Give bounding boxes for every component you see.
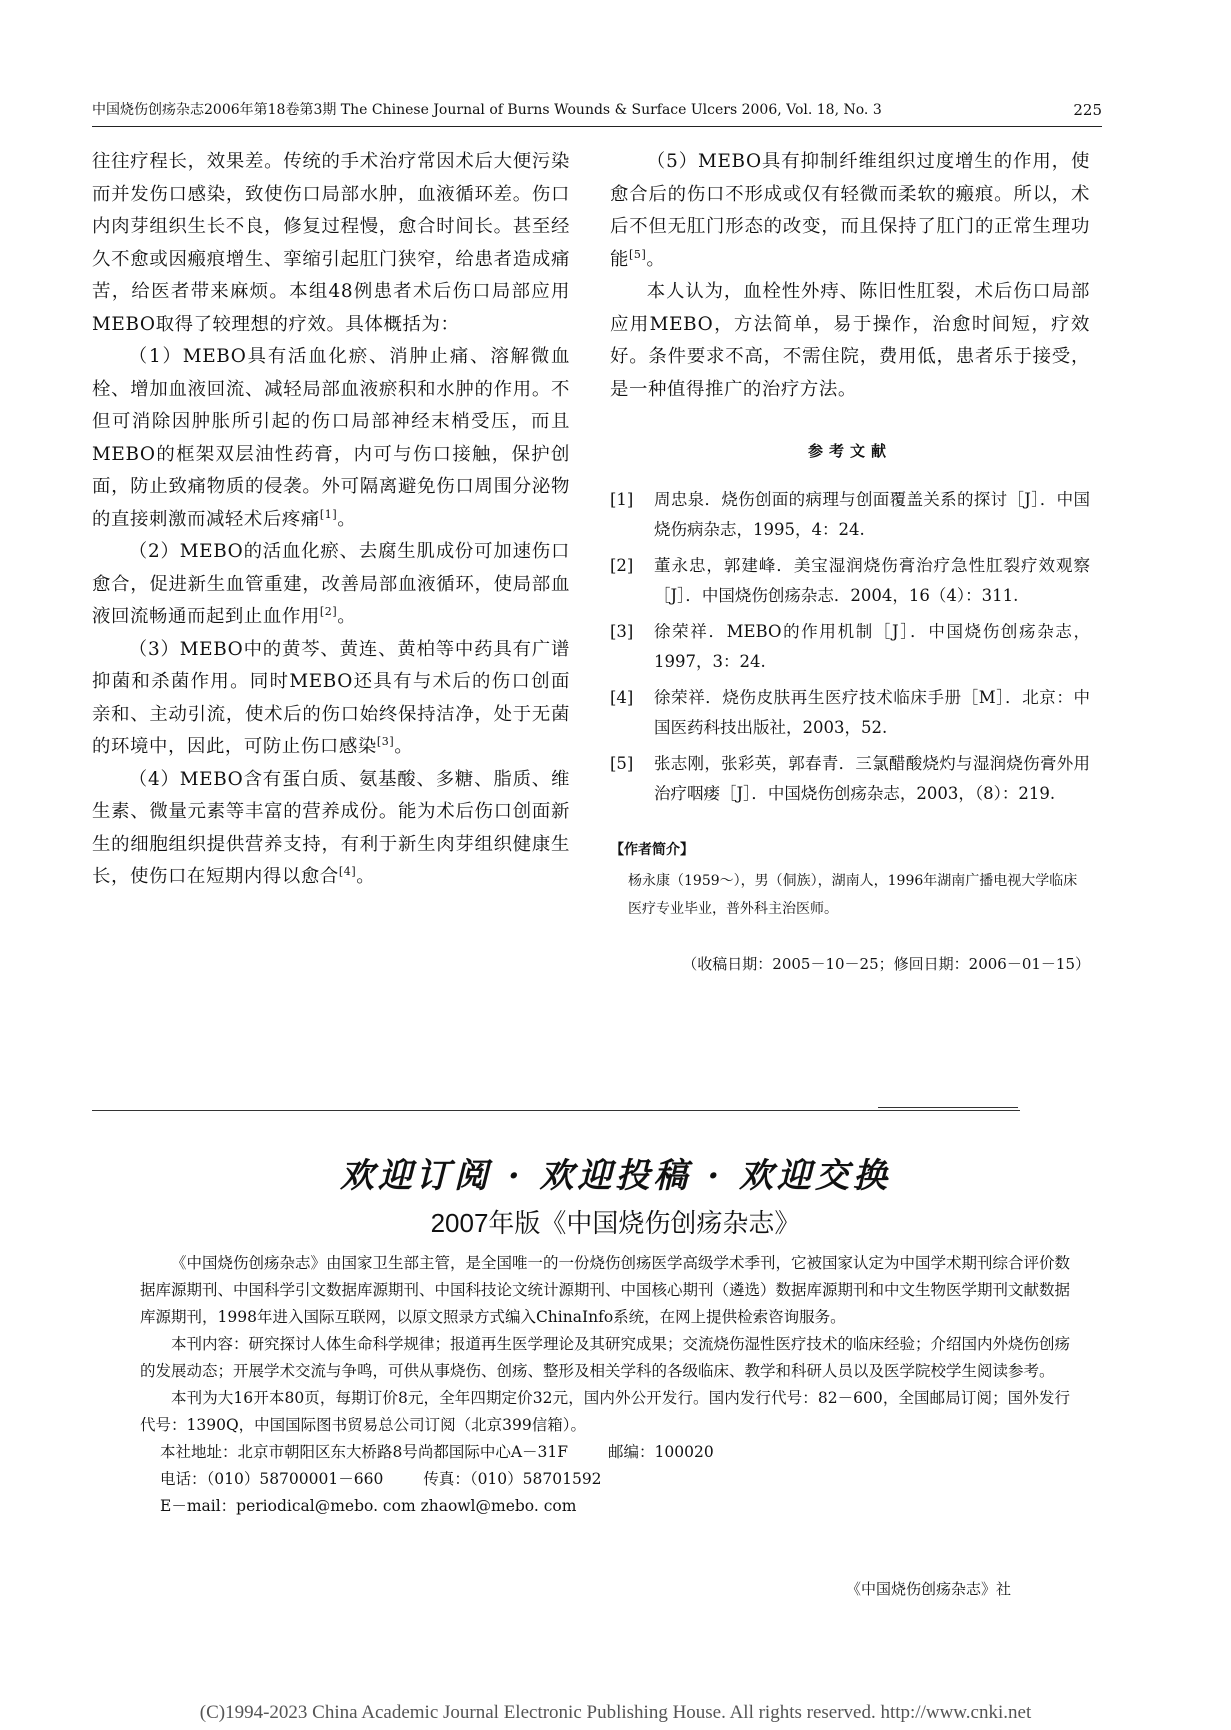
- notice-paragraph: 本刊为大16开本80页，每期订价8元，全年四期定价32元，国内外公开发行。国内发行代号：82－600，全国邮局订阅；国外发行代号：1390Q，中国国际图书贸易总公司订阅（北京399信箱）。: [140, 1389, 1070, 1434]
- notice-paragraph: 本刊内容：研究探讨人体生命科学规律；报道再生医学理论及其研究成果；交流烧伤湿性医疗技术的临床经验；介绍国内外烧伤创疡的发展动态；开展学术交流与争鸣，可供从事烧伤、创疡、整形及相关学科的各级临床、教学和科研人员以及医学院校学生阅读参考。: [140, 1335, 1071, 1380]
- publisher-signature: 《中国烧伤创疡杂志》社: [845, 1580, 1011, 1598]
- contact-line: [140, 1466, 1070, 1493]
- author-bio-heading: 【作者简介】: [610, 842, 694, 858]
- address-line: [140, 1439, 1070, 1466]
- citation: [5]: [629, 247, 647, 261]
- left-column: [92, 146, 570, 894]
- citation: [2]: [319, 604, 338, 618]
- header-rule: [92, 126, 1102, 127]
- citation: [1]: [319, 507, 338, 521]
- reference-item: [3] 徐荣祥．MEBO的作用机制［J］．中国烧伤创疡杂志，1997，3：24.: [610, 622, 1090, 671]
- paragraph: （5）MEBO具有抑制纤维组织过度增生的作用，使愈合后的伤口不形成或仅有轻微而柔软的瘢痕。所以，术后不但无肛门形态的改变，而且保持了肛门的正常生理功能[5]。: [610, 151, 1090, 270]
- paragraph: （2）MEBO的活血化瘀、去腐生肌成份可加速伤口愈合，促进新生血管重建，改善局部血液循环，使局部血液回流畅通而起到止血作用[2]。: [92, 541, 570, 627]
- email-line: E－mail：periodical@mebo. com zhaowl@mebo. com: [160, 1497, 577, 1515]
- subscription-notice: [140, 1250, 1070, 1520]
- postcode: 邮编：100020: [608, 1443, 714, 1461]
- section-divider-accent: [878, 1107, 1018, 1108]
- paragraph: （4）MEBO含有蛋白质、氨基酸、多糖、脂质、维生素、微量元素等丰富的营养成份。能为术后伤口创面新生的细胞组织提供营养支持，有利于新生肉芽组织健康生长，使伤口在短期内得以愈合[4]。: [92, 768, 570, 887]
- citation: [4]: [338, 864, 357, 878]
- reference-item: [4] 徐荣祥．烧伤皮肤再生医疗技术临床手册［M］．北京：中国医药科技出版社，2003，52.: [610, 688, 1090, 737]
- reference-item: [2] 董永忠，郭建峰．美宝湿润烧伤膏治疗急性肛裂疗效观察［J］．中国烧伤创疡杂志．2004，16（4）：311.: [610, 556, 1090, 605]
- right-column: [610, 146, 1090, 974]
- address: 本社地址：北京市朝阳区东大桥路8号尚都国际中心A－31F: [160, 1443, 569, 1461]
- copyright-footer: (C)1994-2023 China Academic Journal Electronic Publishing House. All rights reserved. http://www.cnki.net: [199, 1702, 1032, 1723]
- citation: [3]: [376, 734, 395, 748]
- reference-item: [5] 张志刚，张彩英，郭春青．三氯醋酸烧灼与湿润烧伤膏外用治疗咽瘘［J］．中国烧伤创疡杂志，2003，（8）：219.: [610, 754, 1090, 803]
- page-number: 225: [1073, 101, 1102, 119]
- notice-paragraph: 《中国烧伤创疡杂志》由国家卫生部主管，是全国唯一的一份烧伤创疡医学高级学术季刊，它被国家认定为中国学术期刊综合评价数据库源期刊、中国科学引文数据库源期刊、中国科技论文统计源期刊、中国核心期刊（遴选）数据库源期刊和中文生物医学期刊文献数据库源期刊，1998年进入国际互联网，以原文照录方式编入ChinaInfo系统，在网上提供检索咨询服务。: [140, 1254, 1071, 1326]
- fax: 传真：（010）58701592: [423, 1470, 602, 1488]
- author-bio: 杨永康（1959～），男（侗族），湖南人，1996年湖南广播电视大学临床医疗专业毕业，普外科主治医师。: [628, 873, 1078, 917]
- phone: 电话：（010）58700001－660: [160, 1470, 384, 1488]
- notice-title: 欢迎订阅 · 欢迎投稿 · 欢迎交换: [339, 1156, 892, 1196]
- reference-item: [1] 周忠泉．烧伤创面的病理与创面覆盖关系的探讨［J］．中国烧伤病杂志，1995，4：24.: [610, 490, 1090, 539]
- references-heading: 参考文献: [807, 442, 892, 460]
- paragraph: （1）MEBO具有活血化瘀、消肿止痛、溶解微血栓、增加血液回流、减轻局部血液瘀积和水肿的作用。不但可消除因肿胀所引起的伤口局部神经末梢受压，而且MEBO的框架双层油性药膏，内可与伤口接触，保护创面，防止致痛物质的侵袭。外可隔离避免伤口周围分泌物的直接刺激而减轻术后疼痛[1]。: [92, 346, 570, 530]
- paragraph: 往往疗程长，效果差。传统的手术治疗常因术后大便污染而并发伤口感染，致使伤口局部水肿，血液循环差。伤口内肉芽组织生长不良，修复过程慢，愈合时间长。甚至经久不愈或因瘢痕增生、挛缩引起肛门狭窄，给患者造成痛苦，给医者带来麻烦。本组48例患者术后伤口局部应用MEBO取得了较理想的疗效。具体概括为：: [92, 151, 570, 335]
- paragraph: （3）MEBO中的黄芩、黄连、黄柏等中药具有广谱抑菌和杀菌作用。同时MEBO还具有与术后的伤口创面亲和、主动引流，使术后的伤口始终保持洁净，处于无菌的环境中，因此，可防止伤口感染[3]。: [92, 638, 570, 757]
- received-revised-dates: （收稿日期：2005－10－25；修回日期：2006－01－15）: [682, 955, 1090, 973]
- journal-running-title: 中国烧伤创疡杂志2006年第18卷第3期 The Chinese Journal of Burns Wounds & Surface Ulcers 2006, Vol. 18, No. 3: [92, 102, 882, 118]
- reference-list: [610, 485, 1090, 809]
- paragraph: 本人认为，血栓性外痔、陈旧性肛裂，术后伤口局部应用MEBO，方法简单，易于操作，治愈时间短，疗效好。条件要求不高，不需住院，费用低，患者乐于接受，是一种值得推广的治疗方法。: [610, 281, 1090, 400]
- notice-subtitle: 2007年版《中国烧伤创疡杂志》: [430, 1208, 801, 1238]
- section-divider: [92, 1110, 1020, 1111]
